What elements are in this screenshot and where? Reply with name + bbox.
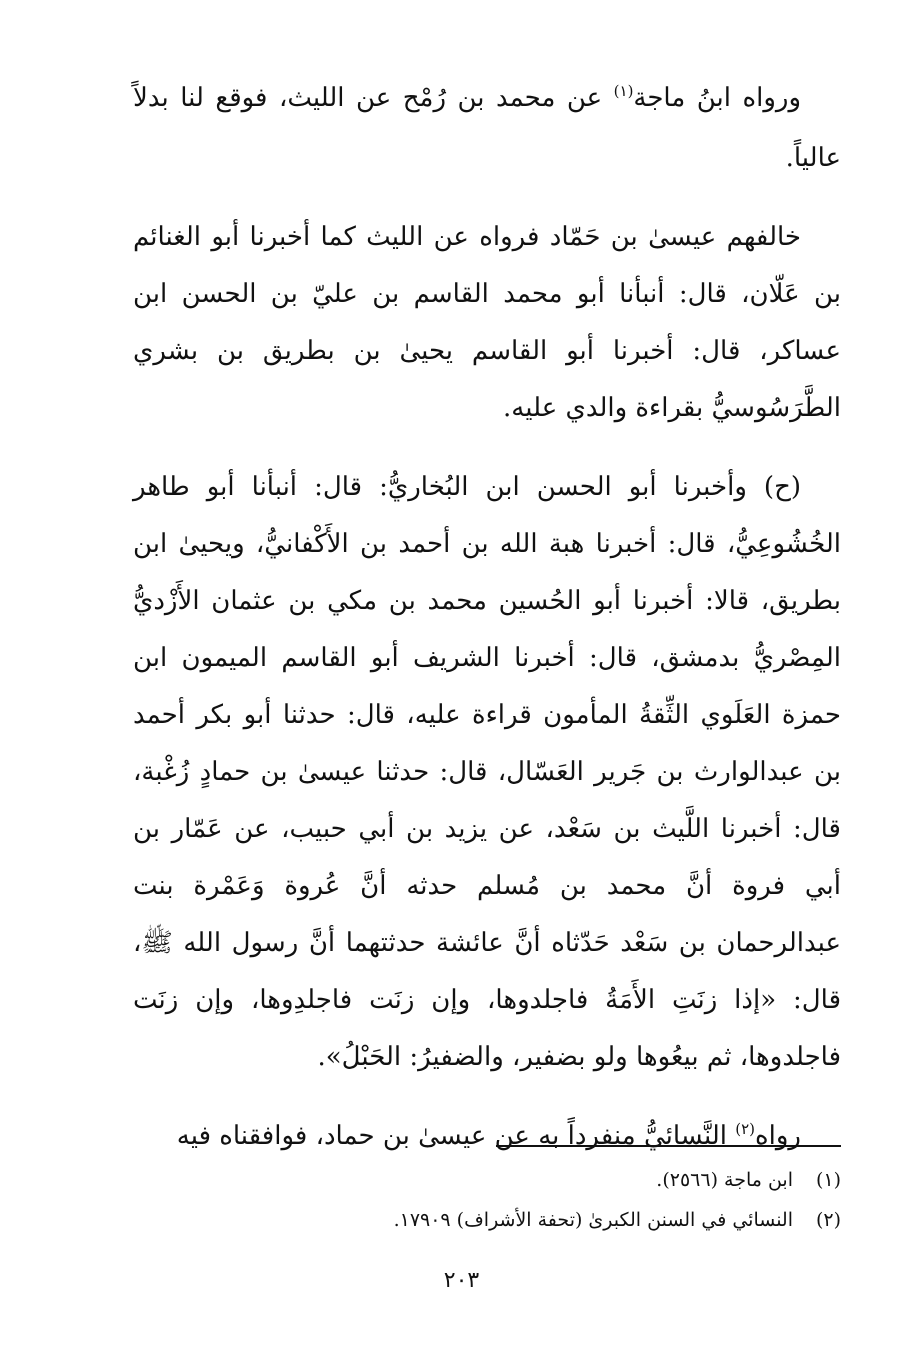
paragraph-text: رواه <box>755 1121 801 1151</box>
paragraph-text: خالفهم عيسىٰ بن حَمّاد فرواه عن الليث كما أخبرنا أبو الغنائم بن عَلّان، قال: أنبأنا أبو محمد القاسم بن عليّ بن الحسن ابن عساكر، قال: أخبرنا أبو القاسم يحيىٰ بن بطريق بن بشري الطَّرَسُوسيُّ بقراءة والدي عليه. <box>133 222 841 423</box>
footnote-number: (١) <box>815 1169 841 1191</box>
paragraph <box>133 459 841 1086</box>
footnote-text: النسائي في السنن الكبرىٰ (تحفة الأشراف) ١٧٩٠٩. <box>393 1209 793 1231</box>
page-number: ٢٠٣ <box>443 1268 480 1293</box>
paragraph-gap <box>133 1086 841 1108</box>
paragraph-text: عن محمد بن رُمْح عن الليث، فوقع لنا بدلاً عالياً. <box>133 83 841 173</box>
footnote <box>133 1160 841 1200</box>
footnote-marker: (١) <box>613 82 634 100</box>
main-text <box>133 70 841 1168</box>
footnotes <box>133 1160 841 1240</box>
paragraph-gap <box>133 437 841 459</box>
paragraph-text: النَّسائيُّ منفرداً به عن عيسىٰ بن حماد، فوافقناه فيه <box>176 1121 736 1151</box>
paragraph-text: ورواه ابنُ ماجة <box>633 83 801 113</box>
paragraph-text: (ح) وأخبرنا أبو الحسن ابن البُخاريُّ: قال: أنبأنا أبو طاهر الخُشُوعِيُّ، قال: أخبرنا هبة الله بن أحمد بن الأَكْفانيُّ، ويحيىٰ ابن بطريق، قالا: أخبرنا أبو الحُسين محمد بن مكي بن عثمان الأَزْديُّ المِصْريُّ بدمشق، قال: أخبرنا الشريف أبو القاسم الميمون ابن حمزة العَلَوي الثِّقةُ المأمون قراءة عليه، قال: حدثنا أبو بكر أحمد بن عبدالوارث بن جَرير العَسّال، قال: حدثنا عيسىٰ بن حمادٍ زُغْبة، قال: أخبرنا اللَّيث بن سَعْد، عن يزيد بن أبي حبيب، عن عَمّار بن أبي فروة أنَّ محمد بن مُسلم حدثه أنَّ عُروة وَعَمْرة بنت عبدالرحمان بن سَعْد حَدّثاه أنَّ عائشة حدثتهما أنَّ رسول الله ﷺ، قال: «إذا زنَتِ الأَمَةُ فاجلدوها، وإن زنَت فاجلدِوها، وإن زنَت فاجلدوها، ثم بيعُوها ولو بضفير، والضفيرُ: الحَبْلُ». <box>133 472 841 1072</box>
footnote-marker: (٢) <box>735 1120 756 1138</box>
paragraph-gap <box>133 187 841 209</box>
footnote-separator <box>496 1145 841 1147</box>
footnote <box>133 1200 841 1240</box>
paragraph <box>133 70 841 187</box>
footnote-number: (٢) <box>815 1209 841 1231</box>
footnote-text: ابن ماجة (٢٥٦٦). <box>656 1169 793 1191</box>
paragraph <box>133 209 841 437</box>
paragraph <box>133 1108 841 1168</box>
